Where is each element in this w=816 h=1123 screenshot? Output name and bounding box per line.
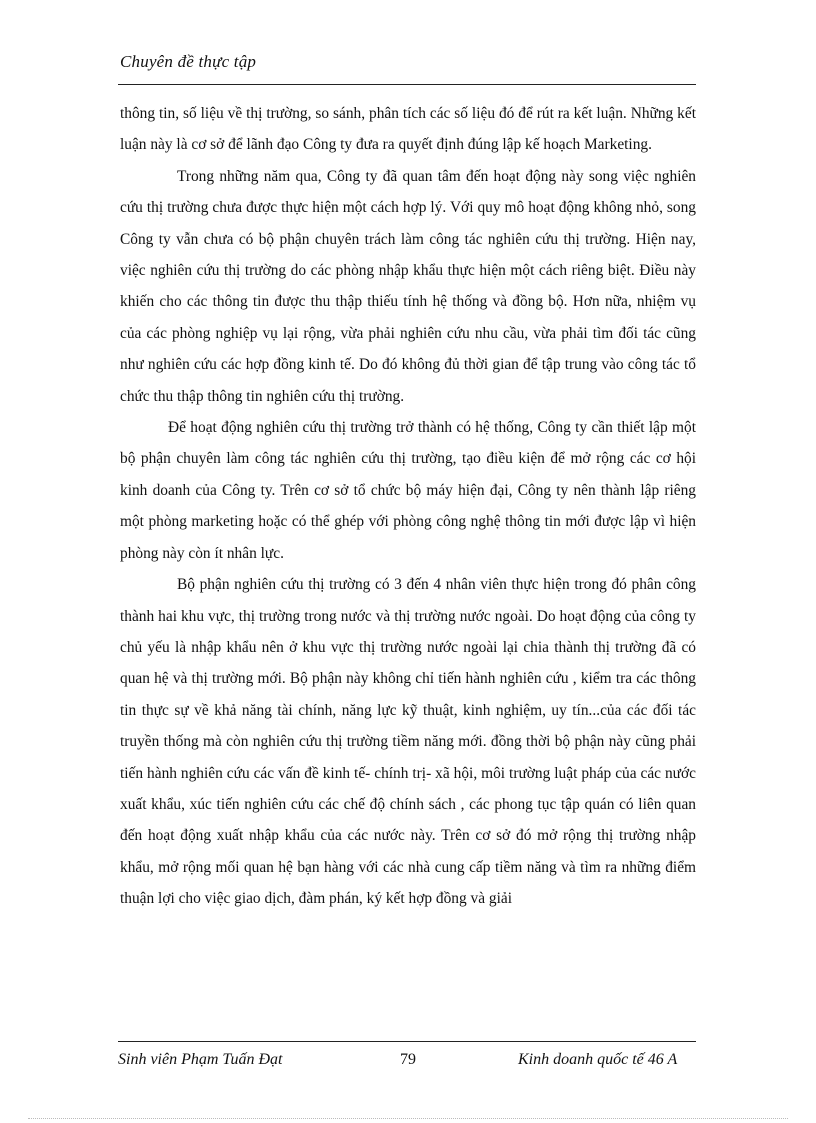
header-divider — [118, 84, 696, 85]
footer-class-name: Kinh doanh quốc tế 46 A — [518, 1051, 678, 1068]
paragraph-department-tasks: Bộ phận nghiên cứu thị trường có 3 đến 4 nhân viên thực hiện trong đó phân công thành hai khu vực, thị trường trong nước và thị trường nước ngoài. Do hoạt động của công ty chủ yếu là nhập khẩu nên ở khu vực thị trường nước ngoài lại chia thành thị trường đã có quan hệ và thị trường mới. Bộ phận này không chỉ tiến hành nghiên cứu , kiểm tra các thông tin thực sự về khả năng tài chính, năng lực kỹ thuật, kinh nghiệm, uy tín...của các đối tác truyền thống mà còn nghiên cứu thị trường tiềm năng mới. đồng thời bộ phận này cũng phải tiến hành nghiên cứu các vấn đề kinh tế- chính trị- xã hội, môi trường luật pháp của các nước xuất khẩu, xúc tiến nghiên cứu các chế độ chính sách , các phong tục tập quán có liên quan đến hoạt động xuất nhập khẩu của các nước này. Trên cơ sở đó mở rộng thị trường nhập khẩu, mở rộng mối quan hệ bạn hàng với các nhà cung cấp tiềm năng và tìm ra những điểm thuận lợi cho việc giao dịch, đàm phán, ký kết hợp đồng và giải — [120, 576, 696, 908]
paragraph-continuation: thông tin, số liệu về thị trường, so sánh, phân tích các số liệu đó để rút ra kết luận. Những kết luận này là cơ sở để lãnh đạo Công ty đưa ra quyết định đúng lập kế hoạch Marketing. — [120, 105, 696, 154]
footer-divider — [118, 1041, 696, 1042]
footer-page-number: 79 — [400, 1051, 416, 1068]
document-body — [120, 98, 696, 915]
paragraph-market-research-status: Trong những năm qua, Công ty đã quan tâm đến hoạt động này song việc nghiên cứu thị trường chưa được thực hiện một cách hợp lý. Với quy mô hoạt động không nhỏ, song Công ty vẫn chưa có bộ phận chuyên trách làm công tác nghiên cứu thị trường. Hiện nay, việc nghiên cứu thị trường do các phòng nhập khẩu thực hiện một cách riêng biệt. Điều này khiến cho các thông tin được thu thập thiếu tính hệ thống và đồng bộ. Hơn nữa, nhiệm vụ của các phòng nghiệp vụ lại rộng, vừa phải nghiên cứu nhu cầu, vừa phải tìm đối tác cũng như nghiên cứu các hợp đồng kinh tế. Do đó không đủ thời gian để tập trung vào công tác tổ chức thu thập thông tin nghiên cứu thị trường. — [120, 167, 696, 405]
page-header-title: Chuyên đề thực tập — [120, 52, 257, 71]
footer-author: Sinh viên Phạm Tuấn Đạt — [118, 1051, 283, 1068]
page-bottom-dotted-border — [28, 1118, 788, 1119]
paragraph-research-department-proposal: Để hoạt động nghiên cứu thị trường trở thành có hệ thống, Công ty cần thiết lập một bộ phận chuyên làm công tác nghiên cứu thị trường, tạo điều kiện để mở rộng các cơ hội kinh doanh của Công ty. Trên cơ sở tổ chức bộ máy hiện đại, Công ty nên thành lập riêng một phòng marketing hoặc có thể ghép với phòng công nghệ thông tin mới được lập vì hiện phòng này còn ít nhân lực. — [120, 419, 696, 562]
